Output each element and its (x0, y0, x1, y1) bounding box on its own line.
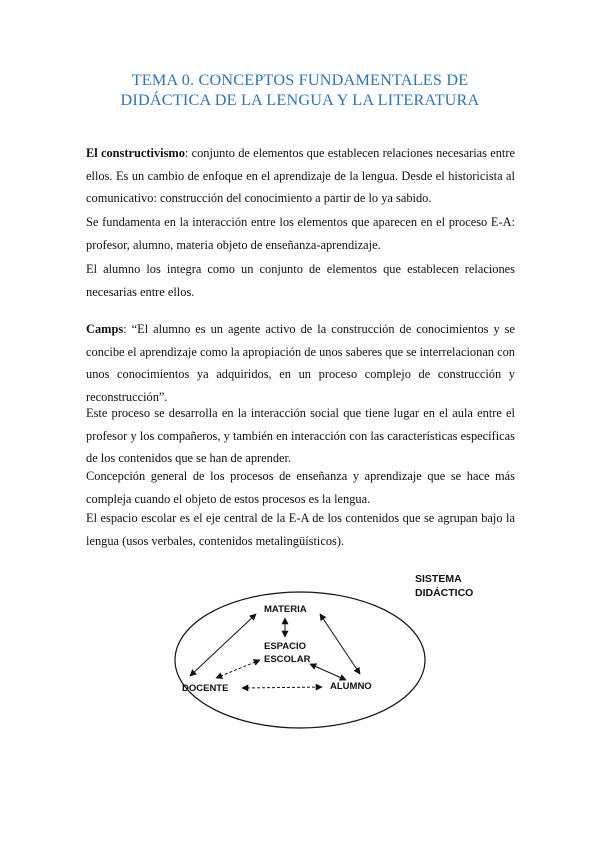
paragraph-fundamenta: Se fundamenta en la interacción entre los elementos que aparecen en el proceso E-A: profesor, alumno, materia objeto de enseñanza-aprendizaje. (86, 215, 515, 252)
didactic-system-diagram (150, 570, 490, 730)
title-line-1: TEMA 0. CONCEPTOS FUNDAMENTALES DE (131, 71, 469, 89)
term-camps: Camps (86, 322, 124, 336)
arrow-espacio-alumno (310, 664, 346, 680)
page-title (60, 70, 540, 110)
system-label-line-1: SISTEMA (415, 573, 462, 585)
paragraph-espacio-escolar: El espacio escolar es el eje central de la E-A de los contenidos que se agrupan bajo la lengua (usos verbales, contenidos metalingüísticos). (86, 511, 515, 548)
node-materia: MATERIA (264, 604, 307, 615)
term-constructivismo: El constructivismo (86, 146, 185, 160)
title-line-2: DIDÁCTICA DE LA LENGUA Y LA LITERATURA (120, 91, 480, 109)
arrow-espacio-docente (216, 660, 260, 678)
system-label-line-2: DIDÁCTICO (415, 587, 474, 599)
paragraph-text: : conjunto de elementos que establecen relaciones necesarias entre ellos. Es un cambio de enfoque en el aprendizaje de la lengua. Desde el historicista al comunicativo: construcción del conocimiento a partir de lo ya sabido. (86, 146, 515, 205)
node-espacio-line-1: ESPACIO (264, 641, 307, 652)
node-espacio-line-2: ESCOLAR (264, 654, 311, 665)
paragraph-concepcion: Concepción general de los procesos de enseñanza y aprendizaje que se hace más compleja cuando el objeto de estos procesos es la lengua. (86, 469, 515, 506)
paragraph-text: : “El alumno es un agente activo de la construcción de conocimientos y se concibe el aprendizaje como la apropiación de unos saberes que se interrelacionan con unos conocimientos ya adquiridos, en un proceso complejo de construcción y reconstrucción”. (86, 322, 515, 404)
paragraph-alumno-integra: El alumno los integra como un conjunto de elementos que establecen relaciones necesarias entre ellos. (86, 262, 515, 299)
node-alumno: ALUMNO (330, 681, 372, 692)
paragraph-camps (86, 318, 515, 408)
node-docente: DOCENTE (182, 683, 229, 694)
paragraph-constructivismo (86, 142, 515, 210)
arrow-materia-alumno (320, 614, 360, 674)
arrow-materia-docente (190, 614, 256, 676)
arrow-docente-alumno (242, 687, 322, 688)
paragraph-proceso: Este proceso se desarrolla en la interacción social que tiene lugar en el aula entre el profesor y los compañeros, y también en interacción con las características específicas de los contenidos que se han de aprender. (86, 406, 515, 465)
